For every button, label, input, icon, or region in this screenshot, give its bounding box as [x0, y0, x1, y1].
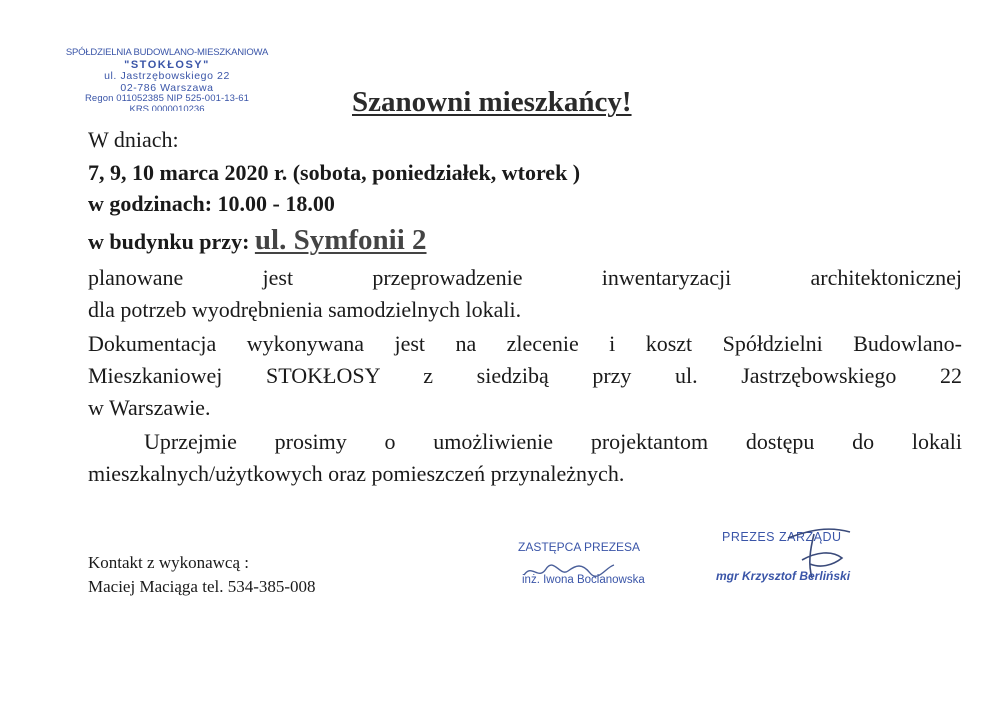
company-stamp	[62, 48, 272, 111]
paragraph-line: mieszkalnych/użytkowych oraz pomieszczeń przynależnych.	[88, 461, 625, 486]
paragraph-line: planowane jest przeprowadzenie inwentaryzacji architektonicznej	[88, 265, 962, 290]
paragraph-line: w Warszawie.	[88, 395, 211, 420]
president-name: mgr Krzysztof Berliński	[716, 569, 851, 583]
hours-text: w godzinach: 10.00 - 18.00	[88, 191, 335, 216]
contact-label: Kontakt z wykonawcą :	[88, 553, 249, 572]
stamp-line: Regon 011052385 NIP 525-001-13-61	[84, 93, 250, 105]
street-address: ul. Symfonii 2	[254, 224, 427, 256]
paragraph-line: Uprzejmie prosimy o umożliwienie projektantom dostępu do lokali	[144, 429, 962, 454]
dates-text: 7, 9, 10 marca 2020 r. (sobota, poniedziałek, wtorek )	[88, 160, 581, 185]
deputy-name: inż. Iwona Bocianowska	[522, 574, 645, 586]
paragraph-line: Dokumentacja wykonywana jest na zlecenie i koszt Spółdzielni Budowlano-	[88, 331, 962, 356]
stamp-line: 02-786 Warszawa	[120, 81, 214, 94]
building-line	[88, 224, 962, 257]
president-title: PREZES ZARZĄDU	[722, 530, 842, 544]
deputy-title: ZASTĘPCA PREZESA	[518, 540, 641, 554]
dates-label: W dniach:	[88, 127, 179, 152]
contact-person: Maciej Maciąga tel. 534-385-008	[88, 577, 316, 596]
stamp-company-name: "STOKŁOSY"	[124, 58, 210, 71]
stamp-line: KRS 0000010236	[129, 105, 205, 112]
page-title: Szanowni mieszkańcy!	[352, 86, 632, 118]
paragraph-line: dla potrzeb wyodrębnienia samodzielnych lokali.	[88, 297, 522, 322]
building-label: w budynku przy:	[88, 229, 250, 254]
stamp-line: ul. Jastrzębowskiego 22	[104, 69, 230, 82]
paragraph-line: Mieszkaniowej STOKŁOSY z siedzibą przy ul. Jastrzębowskiego 22	[88, 363, 962, 388]
stamp-line: SPÓŁDZIELNIA BUDOWLANO-MIESZKANIOWA	[65, 47, 269, 58]
